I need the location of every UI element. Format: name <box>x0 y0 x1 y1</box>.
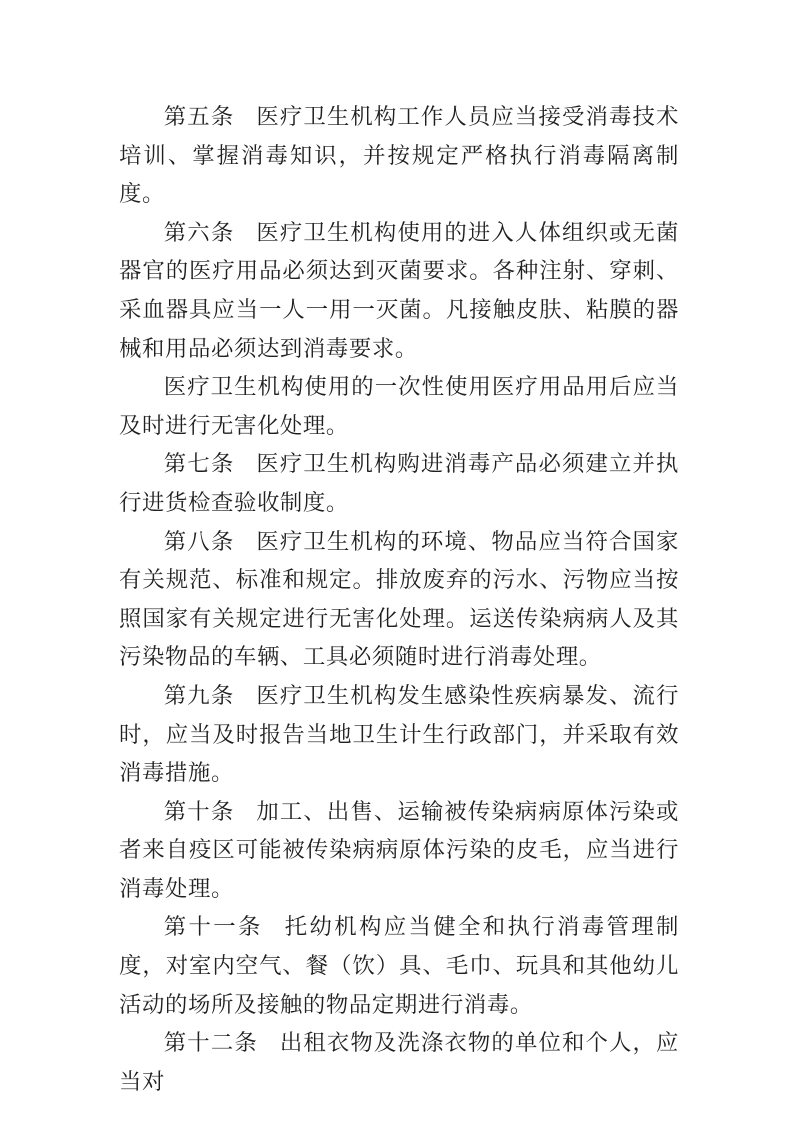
article-text: 医疗卫生机构发生感染性疾病暴发、流行时，应当及时报告当地卫生计生行政部门，并采取有效消毒措施。 <box>119 682 679 787</box>
article-number: 第十二条 <box>163 1030 258 1057</box>
article-text: 托幼机构应当健全和执行消毒管理制度，对室内空气、餐（饮）具、毛巾、玩具和其他幼儿活动的场所及接触的物品定期进行消毒。 <box>119 914 679 1018</box>
article-number: 第八条 <box>163 528 235 555</box>
article-text: 医疗卫生机构购进消毒产品必须建立并执行进货检查验收制度。 <box>119 451 679 516</box>
article-text: 医疗卫生机构的环境、物品应当符合国家有关规范、标准和规定。排放废弃的污水、污物应当按照国家有关规定进行无害化处理。运送传染病病人及其污染物品的车辆、工具必须随时进行消毒处理。 <box>119 528 679 671</box>
article-text: 出租衣物及洗涤衣物的单位和个人，应当对 <box>119 1030 679 1095</box>
paragraph-article-5 <box>119 98 679 214</box>
article-number: 第十一条 <box>163 914 263 941</box>
article-text: 医疗卫生机构工作人员应当接受消毒技术培训、掌握消毒知识，并按规定严格执行消毒隔离制度。 <box>119 104 679 208</box>
article-text: 医疗卫生机构使用的进入人体组织或无菌器官的医疗用品必须达到灭菌要求。各种注射、穿刺、采血器具应当一人一用一灭菌。凡接触皮肤、粘膜的器械和用品必须达到消毒要求。 <box>119 219 679 362</box>
paragraph-article-10 <box>119 793 679 909</box>
paragraph-article-9 <box>119 677 679 793</box>
article-number: 第九条 <box>163 682 235 709</box>
paragraph-article-11 <box>119 908 679 1024</box>
paragraph-article-6-continued <box>119 368 679 445</box>
article-text: 医疗卫生机构使用的一次性使用医疗用品用后应当及时进行无害化处理。 <box>119 374 679 439</box>
paragraph-article-8 <box>119 523 679 677</box>
article-number: 第五条 <box>163 104 235 130</box>
article-number: 第十条 <box>163 798 235 825</box>
paragraph-article-6 <box>119 214 679 368</box>
document-body <box>119 98 679 1101</box>
article-text: 加工、出售、运输被传染病病原体污染或者来自疫区可能被传染病病原体污染的皮毛，应当进行消毒处理。 <box>119 798 679 902</box>
article-number: 第七条 <box>163 451 235 478</box>
paragraph-article-7 <box>119 445 679 522</box>
article-number: 第六条 <box>163 219 235 246</box>
paragraph-article-12 <box>119 1024 679 1101</box>
